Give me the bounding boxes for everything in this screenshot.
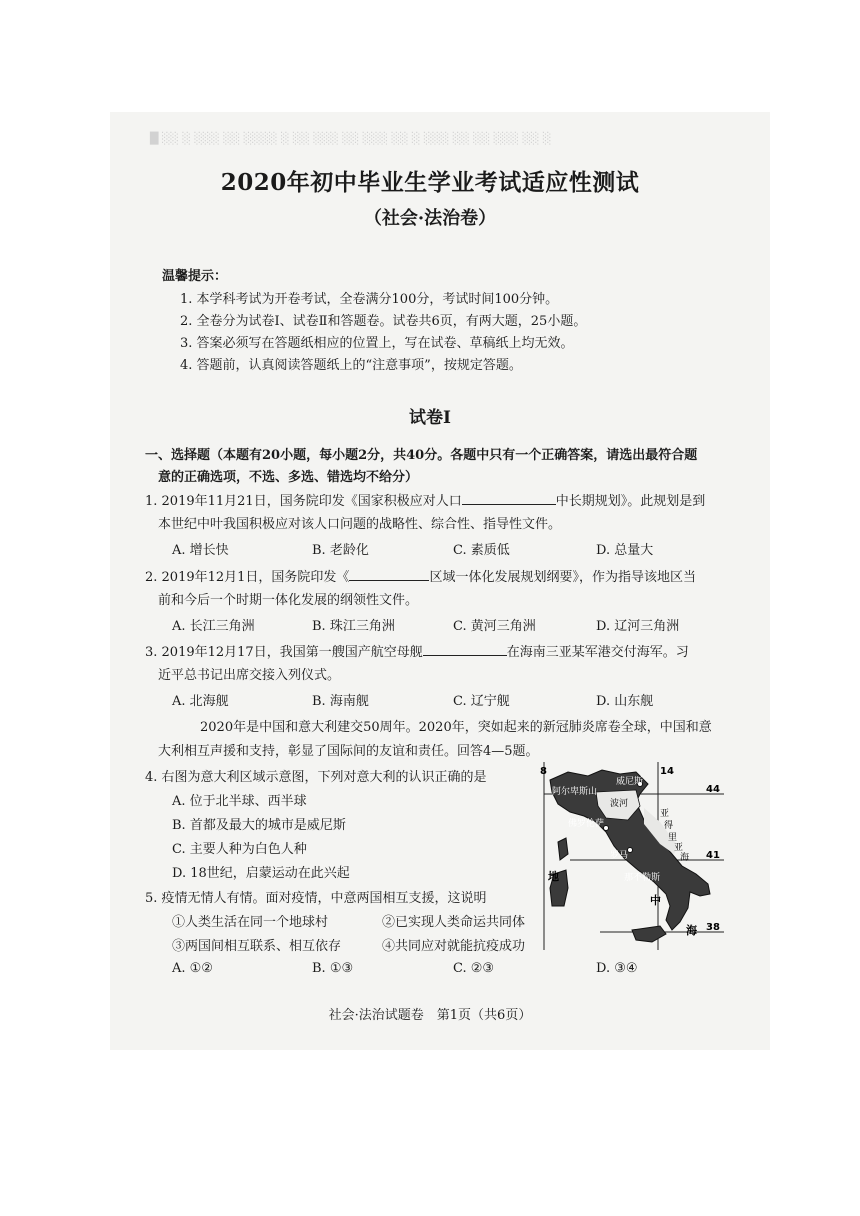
question-stem — [145, 641, 689, 660]
exam-subtitle: （社会·法治卷） — [363, 208, 497, 229]
longitude-label: 14 — [660, 766, 674, 777]
q3-option: B. 海南舰 — [312, 694, 369, 709]
q5-statement: ③两国间相互联系、相互依存 — [172, 939, 342, 954]
q4-option: C. 主要人种为白色人种 — [172, 842, 307, 857]
q1-stem-pre: 1. 2019年11月21日，国务院印发《国家积极应对人口 — [145, 494, 462, 509]
q4-stem: 4. 右图为意大利区域示意图，下列对意大利的认识正确的是 — [145, 770, 487, 785]
rome-label: 罗马 — [610, 851, 629, 861]
q1-stem-post: 中长期规划》。此规划是到 — [555, 494, 706, 509]
answer-blank — [423, 641, 507, 656]
q1-option: C. 素质低 — [453, 543, 510, 558]
q3-stem-post: 在海南三亚某军港交付海军。习 — [506, 645, 689, 660]
q3-stem-pre: 3. 2019年12月17日，我国第一艘国产航空母舰 — [145, 645, 423, 660]
adriatic-label: 亚 — [674, 843, 684, 853]
q1-option: B. 老龄化 — [312, 543, 369, 558]
q4-option: A. 位于北半球、西半球 — [172, 794, 307, 809]
answer-blank — [349, 566, 429, 581]
latitude-label: 38 — [706, 922, 720, 933]
q4-option: D. 18世纪，启蒙运动在此兴起 — [172, 866, 350, 881]
florence-dot — [604, 826, 609, 831]
naples-label: 那不勒斯 — [624, 873, 661, 883]
florence-label: 佛罗伦萨 — [568, 819, 605, 829]
adriatic-label: 得 — [664, 821, 674, 831]
answer-blank — [462, 490, 556, 505]
notice-item: 2. 全卷分为试卷Ⅰ、试卷Ⅱ和答题卷。试卷共6页，有两大题，25小题。 — [180, 314, 587, 329]
alps-label: 阿尔卑斯山 — [552, 787, 598, 797]
passage-text: 大利相互声援和支持，彰显了国际间的友谊和责任。回答4—5题。 — [158, 744, 539, 759]
q2-option: C. 黄河三角洲 — [453, 619, 536, 634]
section-instruction: 一、选择题（本题有20小题，每小题2分，共40分。各题中只有一个正确答案，请选出最符合题 — [145, 448, 698, 463]
adriatic-label: 里 — [668, 833, 678, 843]
mediterranean-label: 海 — [686, 924, 697, 937]
adriatic-label: 海 — [680, 853, 690, 863]
q5-statement: ④共同应对就能抗疫成功 — [382, 939, 526, 954]
q1-option: D. 总量大 — [596, 543, 654, 558]
q3-stem-line2: 近平总书记出席交接入列仪式。 — [158, 668, 341, 683]
notice-item: 4. 答题前，认真阅读答题纸上的“注意事项”，按规定答题。 — [180, 358, 522, 373]
q4-option: B. 首都及最大的城市是威尼斯 — [172, 818, 346, 833]
section-heading: 试卷Ⅰ — [409, 408, 451, 428]
po-river-label: 波河 — [610, 799, 629, 809]
notice-item: 3. 答案必须写在答题纸相应的位置上，写在试卷、草稿纸上均无效。 — [180, 336, 574, 351]
q2-option: B. 珠江三角洲 — [312, 619, 395, 634]
longitude-label: 8 — [540, 766, 547, 777]
q2-stem-line2: 前和今后一个时期一体化发展的纲领性文件。 — [158, 593, 419, 608]
rome-dot — [628, 848, 633, 853]
page-footer: 社会·法治试题卷 第1页（共6页） — [328, 1008, 532, 1023]
section-instruction: 意的正确选项，不选、多选、错选均不给分） — [158, 470, 419, 485]
q1-option: A. 增长快 — [172, 543, 229, 558]
q2-option: D. 辽河三角洲 — [596, 619, 680, 634]
q5-statement: ①人类生活在同一个地球村 — [172, 915, 329, 930]
q5-option: B. ①③ — [312, 961, 354, 976]
bleed-through-text: █ ░░ ░ ░░░ ░░ ░░░░ ░ ░░ ░░░ ░░ ░░░ ░░ ░ ░░░ ░░ ░░ ░░░ ░░ ░ — [150, 132, 552, 145]
question-stem — [145, 490, 705, 509]
q3-option: C. 辽宁舰 — [453, 694, 510, 709]
latitude-label: 41 — [706, 850, 720, 861]
notice-heading: 温馨提示： — [162, 269, 228, 284]
q5-statement: ②已实现人类命运共同体 — [382, 915, 526, 930]
q3-option: A. 北海舰 — [172, 694, 229, 709]
q2-stem-pre: 2. 2019年12月1日，国务院印发《 — [145, 570, 350, 585]
latitude-label: 44 — [706, 784, 720, 795]
mediterranean-label: 中 — [650, 894, 661, 907]
q5-stem: 5. 疫情无情人有情。面对疫情，中意两国相互支援，这说明 — [145, 891, 487, 906]
adriatic-label: 亚 — [660, 809, 670, 819]
exam-title: 2020年初中毕业生学业考试适应性测试 — [220, 169, 640, 196]
q5-option: A. ①② — [172, 961, 213, 976]
question-stem — [145, 566, 696, 585]
notice-item: 1. 本学科考试为开卷考试，全卷满分100分，考试时间100分钟。 — [180, 292, 559, 307]
italy-region-map — [540, 762, 724, 950]
q2-stem-post: 区域一体化发展规划纲要》，作为指导该地区当 — [429, 570, 696, 585]
passage-text: 2020年是中国和意大利建交50周年。2020年，突如起来的新冠肺炎席卷全球，中国和意 — [200, 720, 712, 735]
q5-option: D. ③④ — [596, 961, 638, 976]
mediterranean-label: 地 — [548, 870, 559, 883]
venice-label: 威尼斯 — [616, 777, 644, 787]
q2-option: A. 长江三角洲 — [172, 619, 255, 634]
q1-stem-line2: 本世纪中叶我国积极应对该人口问题的战略性、综合性、指导性文件。 — [158, 517, 562, 532]
q3-option: D. 山东舰 — [596, 694, 654, 709]
q5-option: C. ②③ — [453, 961, 495, 976]
